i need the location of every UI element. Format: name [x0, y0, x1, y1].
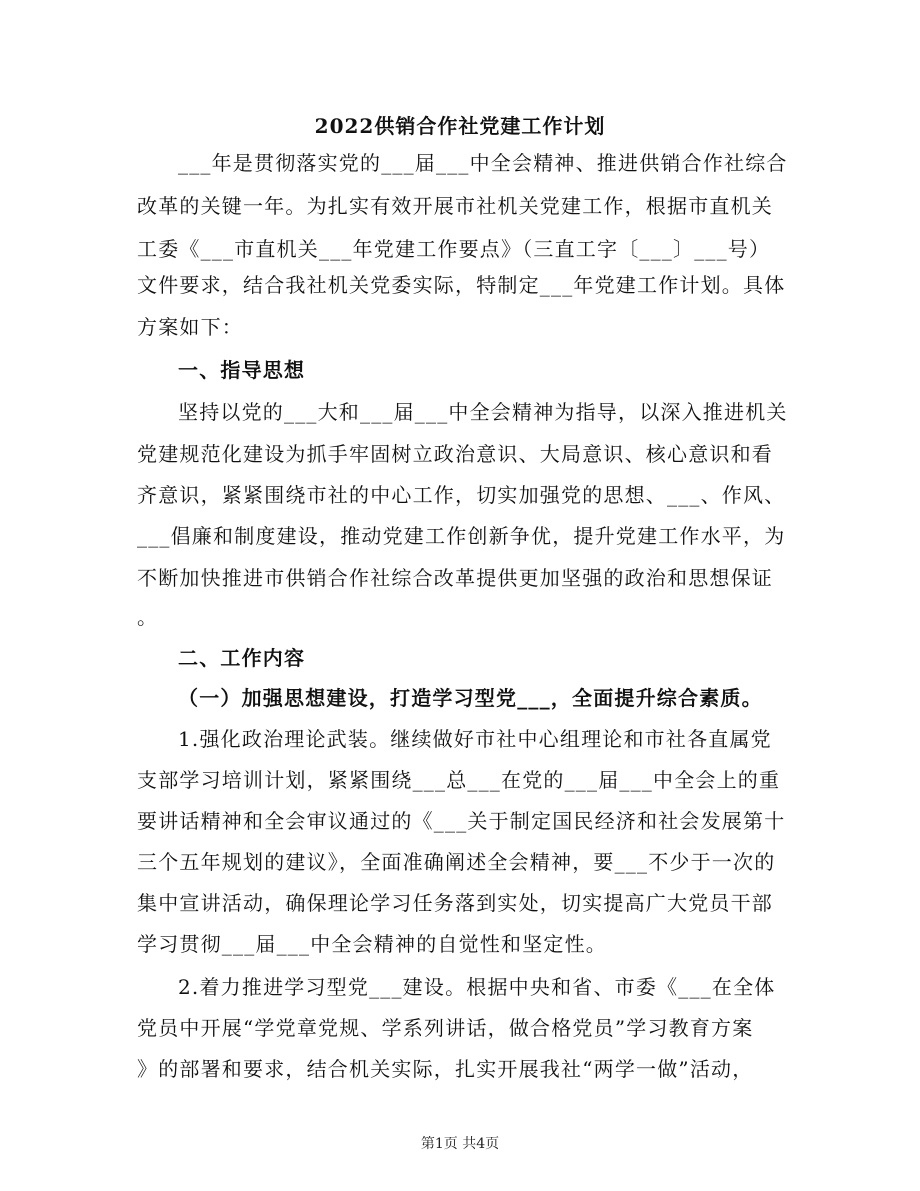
paragraph-line: 要讲话精神和全会审议通过的《___关于制定国民经济和社会发展第十 — [137, 809, 786, 833]
subsection-heading: （一）加强思想建设，打造学习型党___，全面提升综合素质。 — [178, 686, 763, 710]
page-footer: 第1页 共4页 — [420, 1136, 500, 1152]
section-heading-2: 二、工作内容 — [178, 646, 306, 670]
paragraph-line: 三个五年规划的建议》，全面准确阐述全会精神，要___不少于一次的 — [137, 850, 776, 874]
paragraph-line: 。 — [137, 605, 159, 629]
paragraph-line: 改革的关键一年。为扎实有效开展市社机关党建工作，根据市直机关 — [137, 194, 773, 218]
paragraph-line: 2.着力推进学习型党___建设。根据中央和省、市委《___在全体 — [178, 975, 776, 999]
paragraph-line: 1.强化政治理论武装。继续做好市社中心组理论和市社各直属党 — [178, 727, 772, 751]
paragraph-line: 不断加快推进市供销合作社综合改革提供更加坚强的政治和思想保证 — [137, 566, 773, 590]
paragraph-line: 工委《___市直机关___年党建工作要点》（三直工字〔___〕___号） — [137, 237, 771, 261]
paragraph-line: 支部学习培训计划，紧紧围绕___总___在党的___届___中全会上的重 — [137, 768, 781, 792]
paragraph-line: 文件要求，结合我社机关党委实际，特制定___年党建工作计划。具体 — [137, 273, 786, 297]
paragraph-line: 党建规范化建设为抓手牢固树立政治意识、大局意识、核心意识和看 — [137, 442, 773, 466]
paragraph-line: 学习贯彻___届___中全会精神的自觉性和坚定性。 — [137, 932, 607, 956]
paragraph-line: ___年是贯彻落实党的___届___中全会精神、推进供销合作社综合 — [178, 151, 788, 175]
paragraph-line: 齐意识，紧紧围绕市社的中心工作，切实加强党的思想、___、作风、 — [137, 483, 786, 507]
document-title: 2022供销合作社党建工作计划 — [314, 114, 606, 138]
paragraph-line: 集中宣讲活动，确保理论学习任务落到实处，切实提高广大党员干部 — [137, 891, 773, 915]
paragraph-line: 坚持以党的___大和___届___中全会精神为指导，以深入推进机关 — [178, 400, 788, 424]
paragraph-line: 方案如下： — [137, 315, 243, 339]
paragraph-line: 党员中开展“学党章党规、学系列讲话，做合格党员”学习教育方案 — [137, 1016, 754, 1040]
paragraph-line: 》的部署和要求，结合机关实际，扎实开展我社“两学一做”活动， — [137, 1057, 754, 1081]
paragraph-line: ___倡廉和制度建设，推动党建工作创新争优，提升党建工作水平，为 — [137, 524, 786, 548]
section-heading-1: 一、指导思想 — [178, 358, 306, 382]
